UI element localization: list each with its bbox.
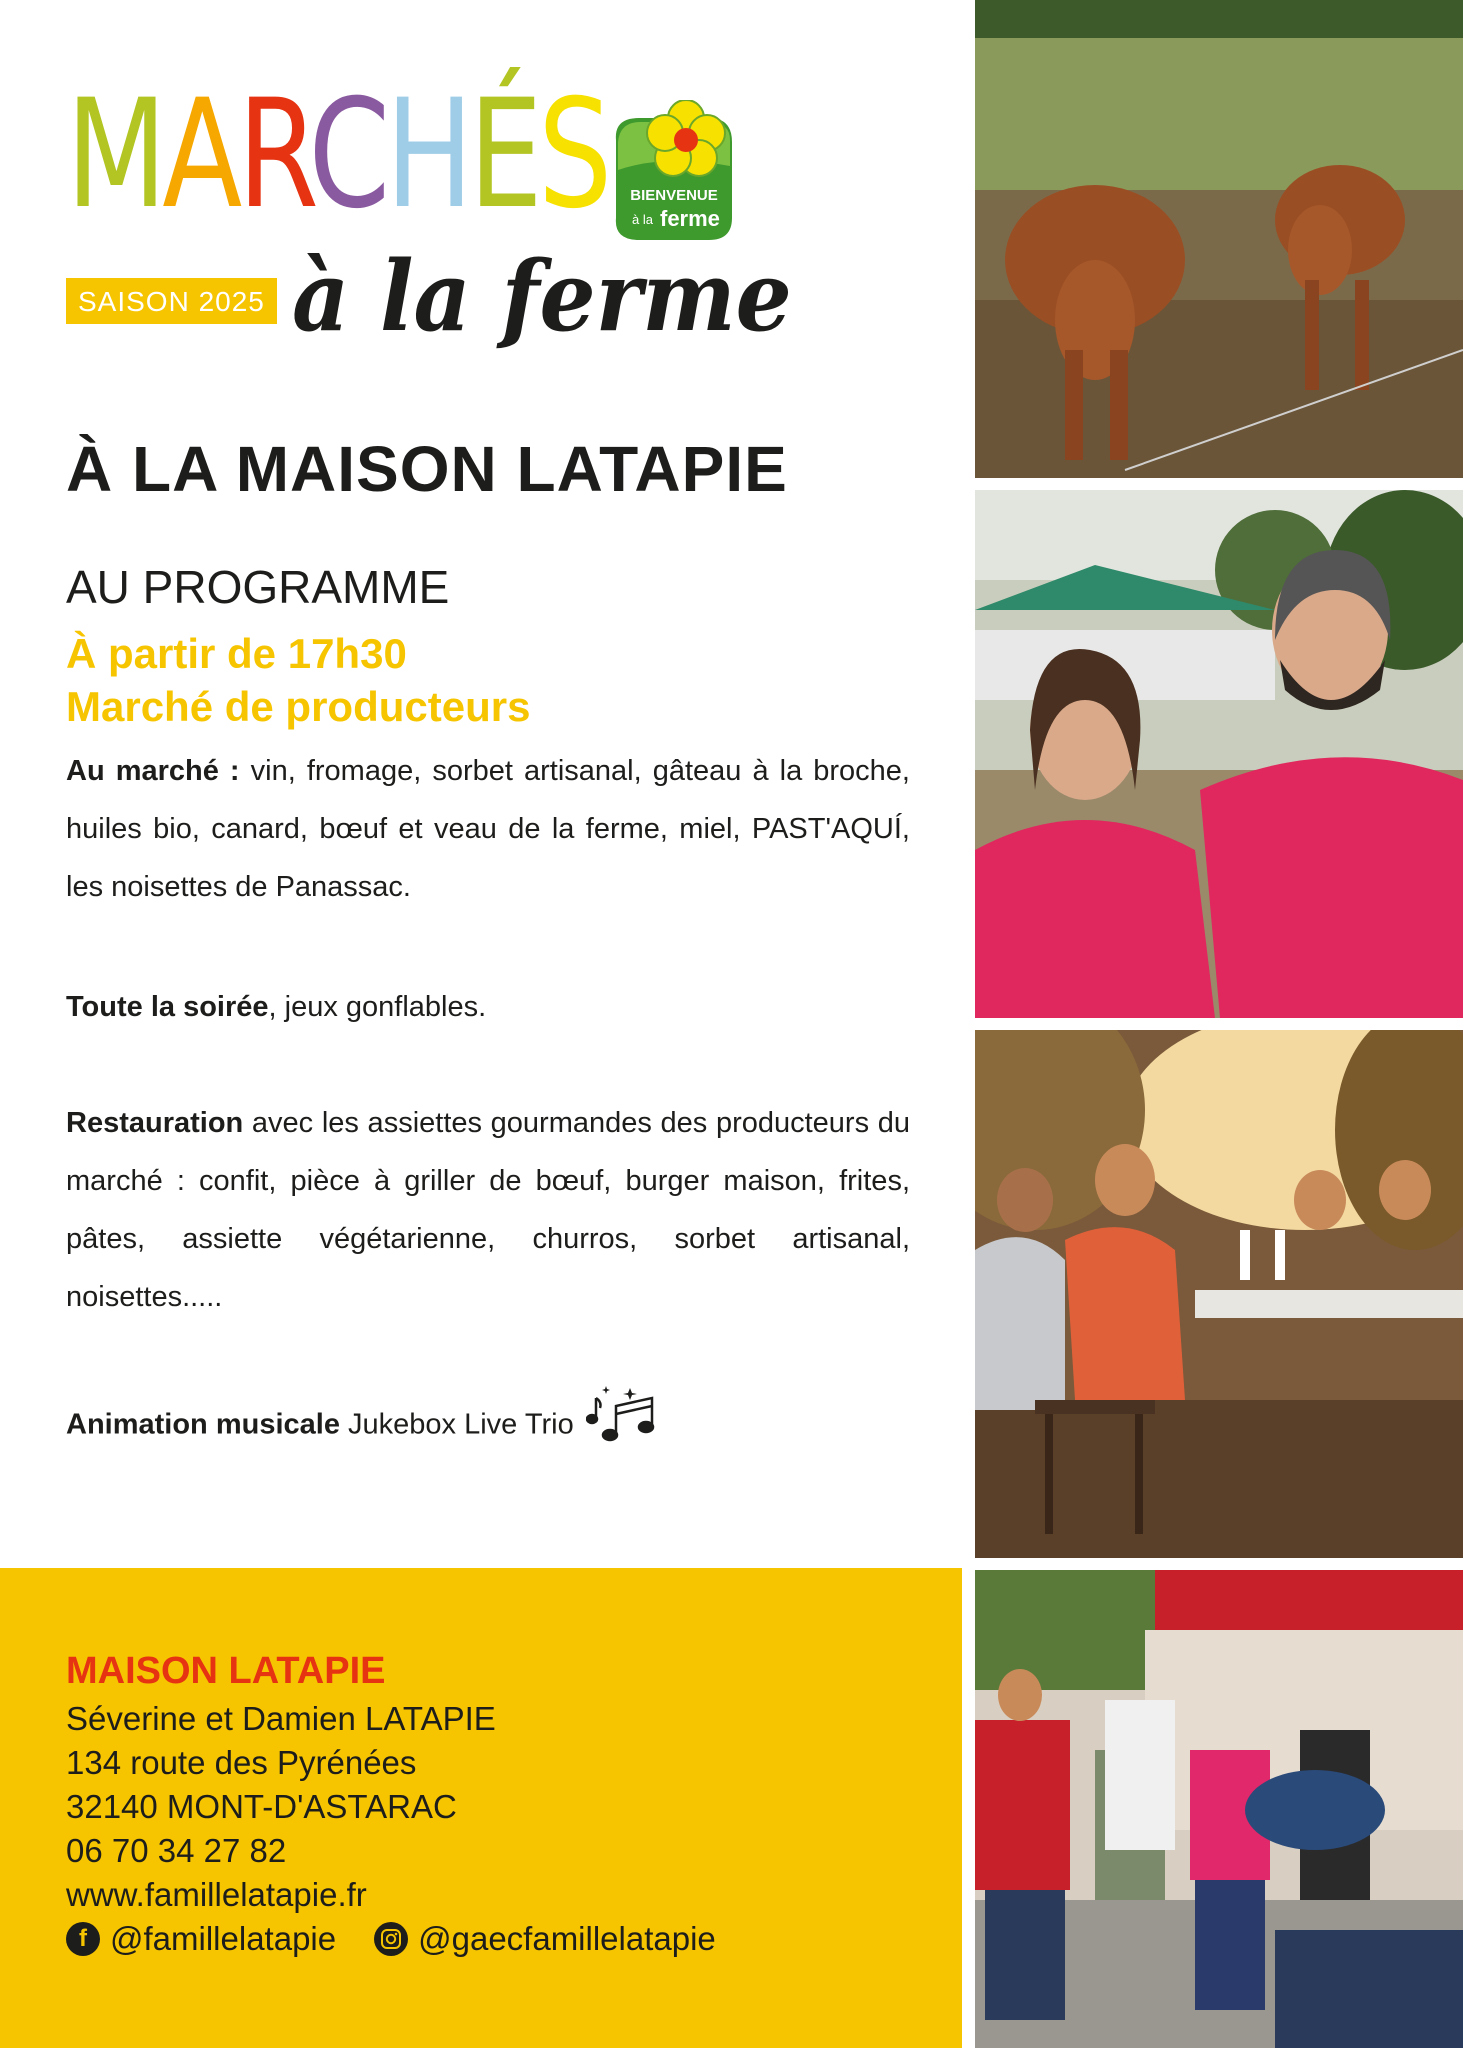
badge-line-1: BIENVENUE [630,187,718,204]
music-text: Jukebox Live Trio [339,1408,574,1441]
evening-paragraph [66,978,910,1036]
facebook-handle[interactable]: @famillelatapie [110,1920,337,1957]
cattle-photo [975,0,1463,478]
season-label: SAISON 2025 [66,278,277,324]
logo-letter: H [385,68,469,242]
facebook-icon[interactable]: f [66,1922,100,1956]
market-paragraph [66,742,910,916]
owners: Séverine et Damien LATAPIE [66,1700,496,1737]
badge-line-2: à la [632,212,653,227]
logo-letter: R [237,68,309,242]
logo-letter: É [468,68,539,242]
logo-wordmark [66,68,608,242]
city: 32140 MONT-D'ASTARAC [66,1788,457,1825]
badge-line-3: ferme [660,206,720,231]
evening-label: Toute la soirée [66,991,269,1023]
food-text: avec les assiettes gourmandes des producteurs du marché : confit, pièce à griller de bœuf, burger maison, frites, pâtes, assiette végétarienne, churros, sorbet artisanal, noisettes..... [66,1107,910,1313]
start-time: À partir de 17h30 [66,630,407,677]
music-notes-icon [586,1384,662,1468]
instagram-icon[interactable] [374,1922,408,1956]
dinner-crowd-photo [975,1030,1463,1558]
market-crowd-photo [975,1570,1463,2048]
market-text: vin, fromage, sorbet artisanal, gâteau à la broche, huiles bio, canard, bœuf et veau de la ferme, miel, PAST'AQUÍ, les noisettes de Panassac. [66,755,910,903]
logo-letter: M [66,68,163,242]
logo-tagline: à la ferme [292,240,792,353]
event-logo [66,68,792,380]
farmers-portrait-photo [975,490,1463,1018]
contact-footer [0,1568,962,2048]
social-links [66,1920,716,1958]
logo-letter: S [538,68,608,242]
bienvenue-a-la-ferme-logo [604,100,744,250]
evening-text: , jeux gonflables. [268,991,487,1023]
farm-name: MAISON LATAPIE [66,1650,386,1692]
program-heading: AU PROGRAMME [66,561,450,613]
music-label: Animation musicale [66,1408,340,1441]
music-paragraph [66,1384,910,1468]
website-link[interactable]: www.famillelatapie.fr [66,1876,367,1913]
page-title: À LA MAISON LATAPIE [66,433,788,505]
address: 134 route des Pyrénées [66,1744,417,1781]
market-label: Au marché : [66,755,240,787]
phone: 06 70 34 27 82 [66,1832,287,1869]
food-label: Restauration [66,1107,244,1139]
logo-letter: C [308,68,386,242]
instagram-handle[interactable]: @gaecfamillelatapie [418,1920,716,1957]
event-type: Marché de producteurs [66,683,531,730]
food-paragraph [66,1094,910,1326]
logo-letter: A [162,68,238,242]
